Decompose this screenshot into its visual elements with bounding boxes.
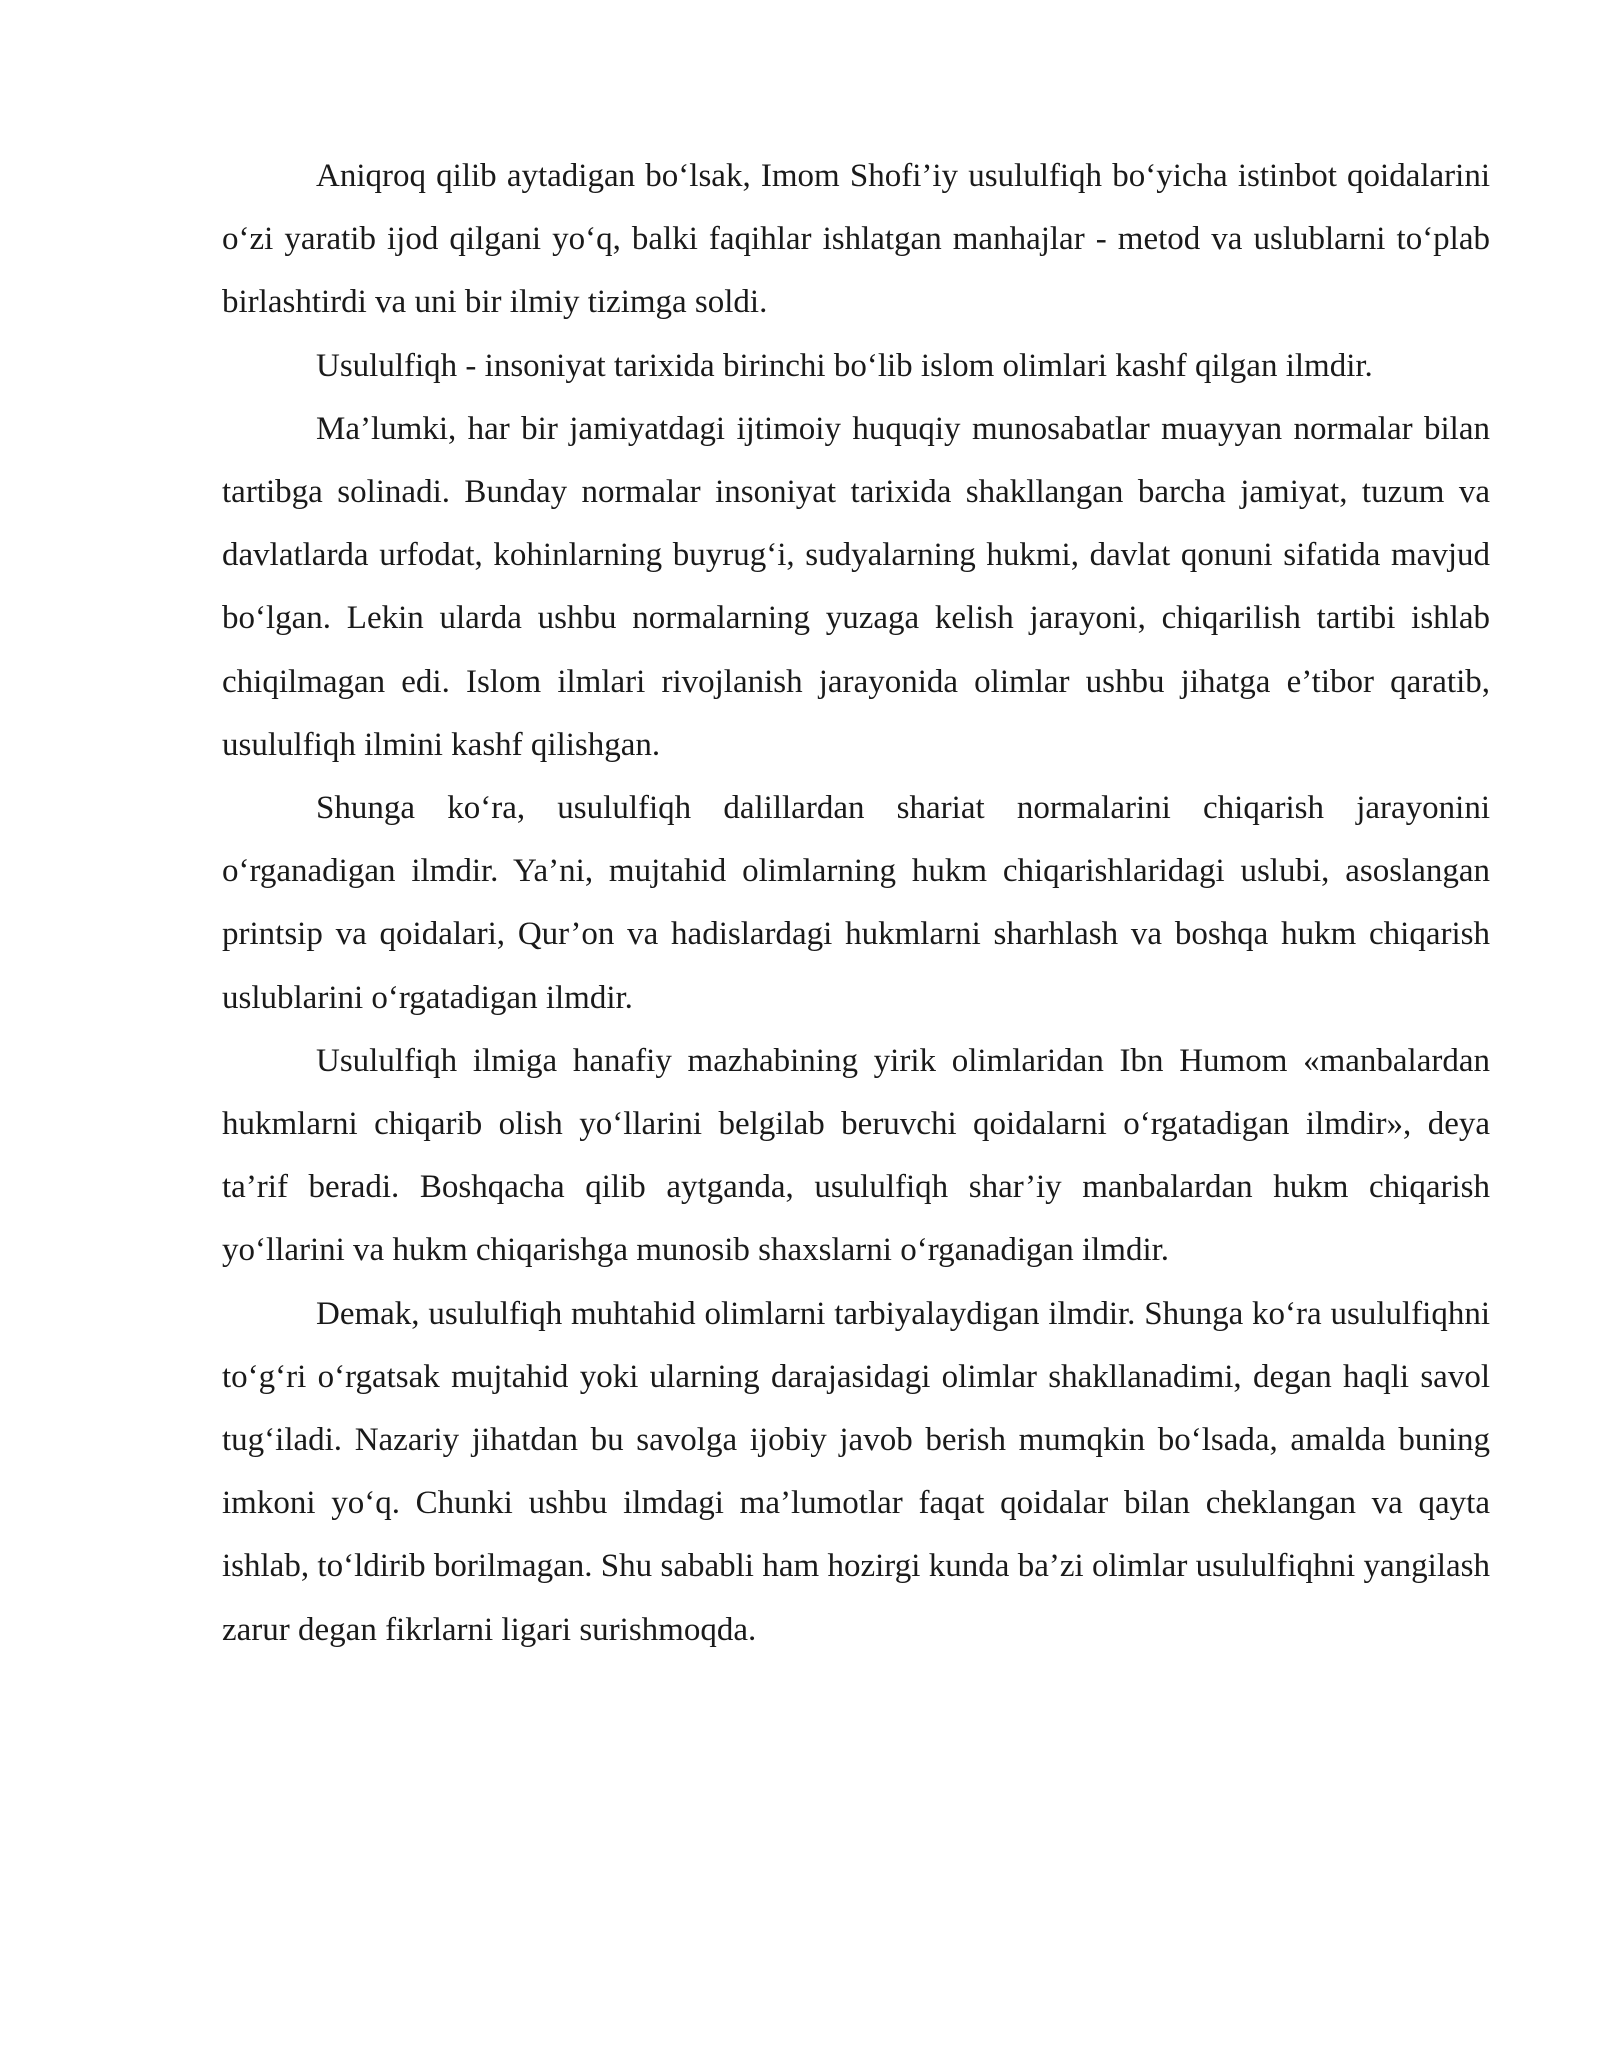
paragraph-6: Demak, usululfiqh muhtahid olimlarni tarbiyalaydigan ilmdir. Shunga ko‘ra usululfiqhni to‘g‘ri o‘rgatsak mujtahid yoki ularning darajasidagi olimlar shakllanadimi, degan haqli savol tug‘iladi. Nazariy jihatdan bu savolga ijobiy javob berish mumqkin bo‘lsada, amalda buning imkoni yo‘q. Chunki ushbu ilmdagi ma’lumotlar faqat qoidalar bilan cheklangan va qayta ishlab, to‘ldirib borilmagan. Shu sababli ham hozirgi kunda ba’zi olimlar usululfiqhni yangilash zarur degan fikrlarni ligari surishmoqda. bbox=[222, 1295, 1490, 1648]
paragraph-1: Aniqroq qilib aytadigan bo‘lsak, Imom Shofi’iy usululfiqh bo‘yicha istinbot qoidalarini o‘zi yaratib ijod qilgani yo‘q, balki faqihlar ishlatgan manhajlar - metod va uslublarni to‘plab birlashtirdi va uni bir ilmiy tizimga soldi. bbox=[222, 158, 1490, 321]
paragraph-5: Usululfiqh ilmiga hanafiy mazhabining yirik olimlaridan Ibn Humom «manbalardan hukmlarni chiqarib olish yo‘llarini belgilab beruvchi qoidalarni o‘rgatadigan ilmdir», deya ta’rif beradi. Boshqacha qilib aytganda, usululfiqh shar’iy manbalardan hukm chiqarish yo‘llarini va hukm chiqarishga munosib shaxslarni o‘rganadigan ilmdir. bbox=[222, 1042, 1490, 1269]
body-text bbox=[222, 145, 1490, 1662]
paragraph-2: Usululfiqh - insoniyat tarixida birinchi bo‘lib islom olimlari kashf qilgan ilmdir. bbox=[316, 347, 1373, 384]
paragraph-4: Shunga ko‘ra, usululfiqh dalillardan shariat normalarini chiqarish jarayonini o‘rganadigan ilmdir. Ya’ni, mujtahid olimlarning hukm chiqarishlaridagi uslubi, asoslangan printsip va qoidalari, Qur’on va hadislardagi hukmlarni sharhlash va boshqa hukm chiqarish uslublarini o‘rgatadigan ilmdir. bbox=[222, 790, 1490, 1016]
paragraph-3: Ma’lumki, har bir jamiyatdagi ijtimoiy huquqiy munosabatlar muayyan normalar bilan tartibga solinadi. Bunday normalar insoniyat tarixida shakllangan barcha jamiyat, tuzum va davlatlarda urfodat, kohinlarning buyrug‘i, sudyalarning hukmi, davlat qonuni sifatida mavjud bo‘lgan. Lekin ularda ushbu normalarning yuzaga kelish jarayoni, chiqarilish tartibi ishlab chiqilmagan edi. Islom ilmlari rivojlanish jarayonida olimlar ushbu jihatga e’tibor qaratib, usululfiqh ilmini kashf qilishgan. bbox=[222, 410, 1490, 763]
